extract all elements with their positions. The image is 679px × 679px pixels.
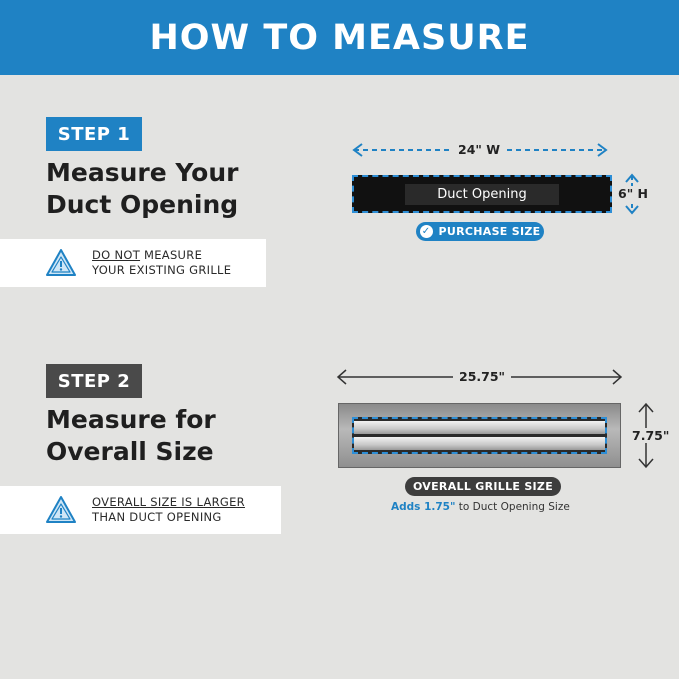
step1-title-line2: Duct Opening xyxy=(46,190,239,219)
adds-size-note xyxy=(391,501,570,513)
duct-height-label: 6" H xyxy=(614,186,652,201)
step2-note-line2: THAN DUCT OPENING xyxy=(92,510,222,524)
step1-note-line2: YOUR EXISTING GRILLE xyxy=(92,263,232,277)
purchase-size-label: PURCHASE SIZE xyxy=(438,225,541,238)
check-circle-icon: ✓ xyxy=(420,225,433,238)
grille-louver xyxy=(354,437,605,450)
step2-title-line2: Overall Size xyxy=(46,437,214,466)
purchase-size-pill xyxy=(416,222,544,241)
step2-title-line1: Measure for xyxy=(46,405,216,434)
page-title: HOW TO MEASURE xyxy=(149,17,530,58)
grille-height-label: 7.75" xyxy=(632,428,670,443)
grille-width-label: 25.75" xyxy=(453,369,511,384)
step1-badge: STEP 1 xyxy=(46,117,142,151)
duct-opening-box xyxy=(352,175,612,213)
adds-size-rest: to Duct Opening Size xyxy=(455,501,570,513)
duct-opening-label: Duct Opening xyxy=(405,184,558,205)
grille-opening xyxy=(352,417,607,454)
step2-badge: STEP 2 xyxy=(46,364,142,398)
step1-title-line1: Measure Your xyxy=(46,158,239,187)
overall-grille-size-label: OVERALL GRILLE SIZE xyxy=(412,480,554,493)
duct-width-label: 24" W xyxy=(452,142,506,157)
grille-illustration xyxy=(338,403,621,468)
step1-note-rest: MEASURE xyxy=(140,248,203,262)
step2-note-line1: OVERALL SIZE IS LARGER xyxy=(92,495,245,509)
overall-grille-size-pill xyxy=(405,477,561,496)
adds-size-value: Adds 1.75" xyxy=(391,501,456,513)
grille-louver xyxy=(354,421,605,434)
step1-note-emphasis: DO NOT xyxy=(92,248,141,262)
